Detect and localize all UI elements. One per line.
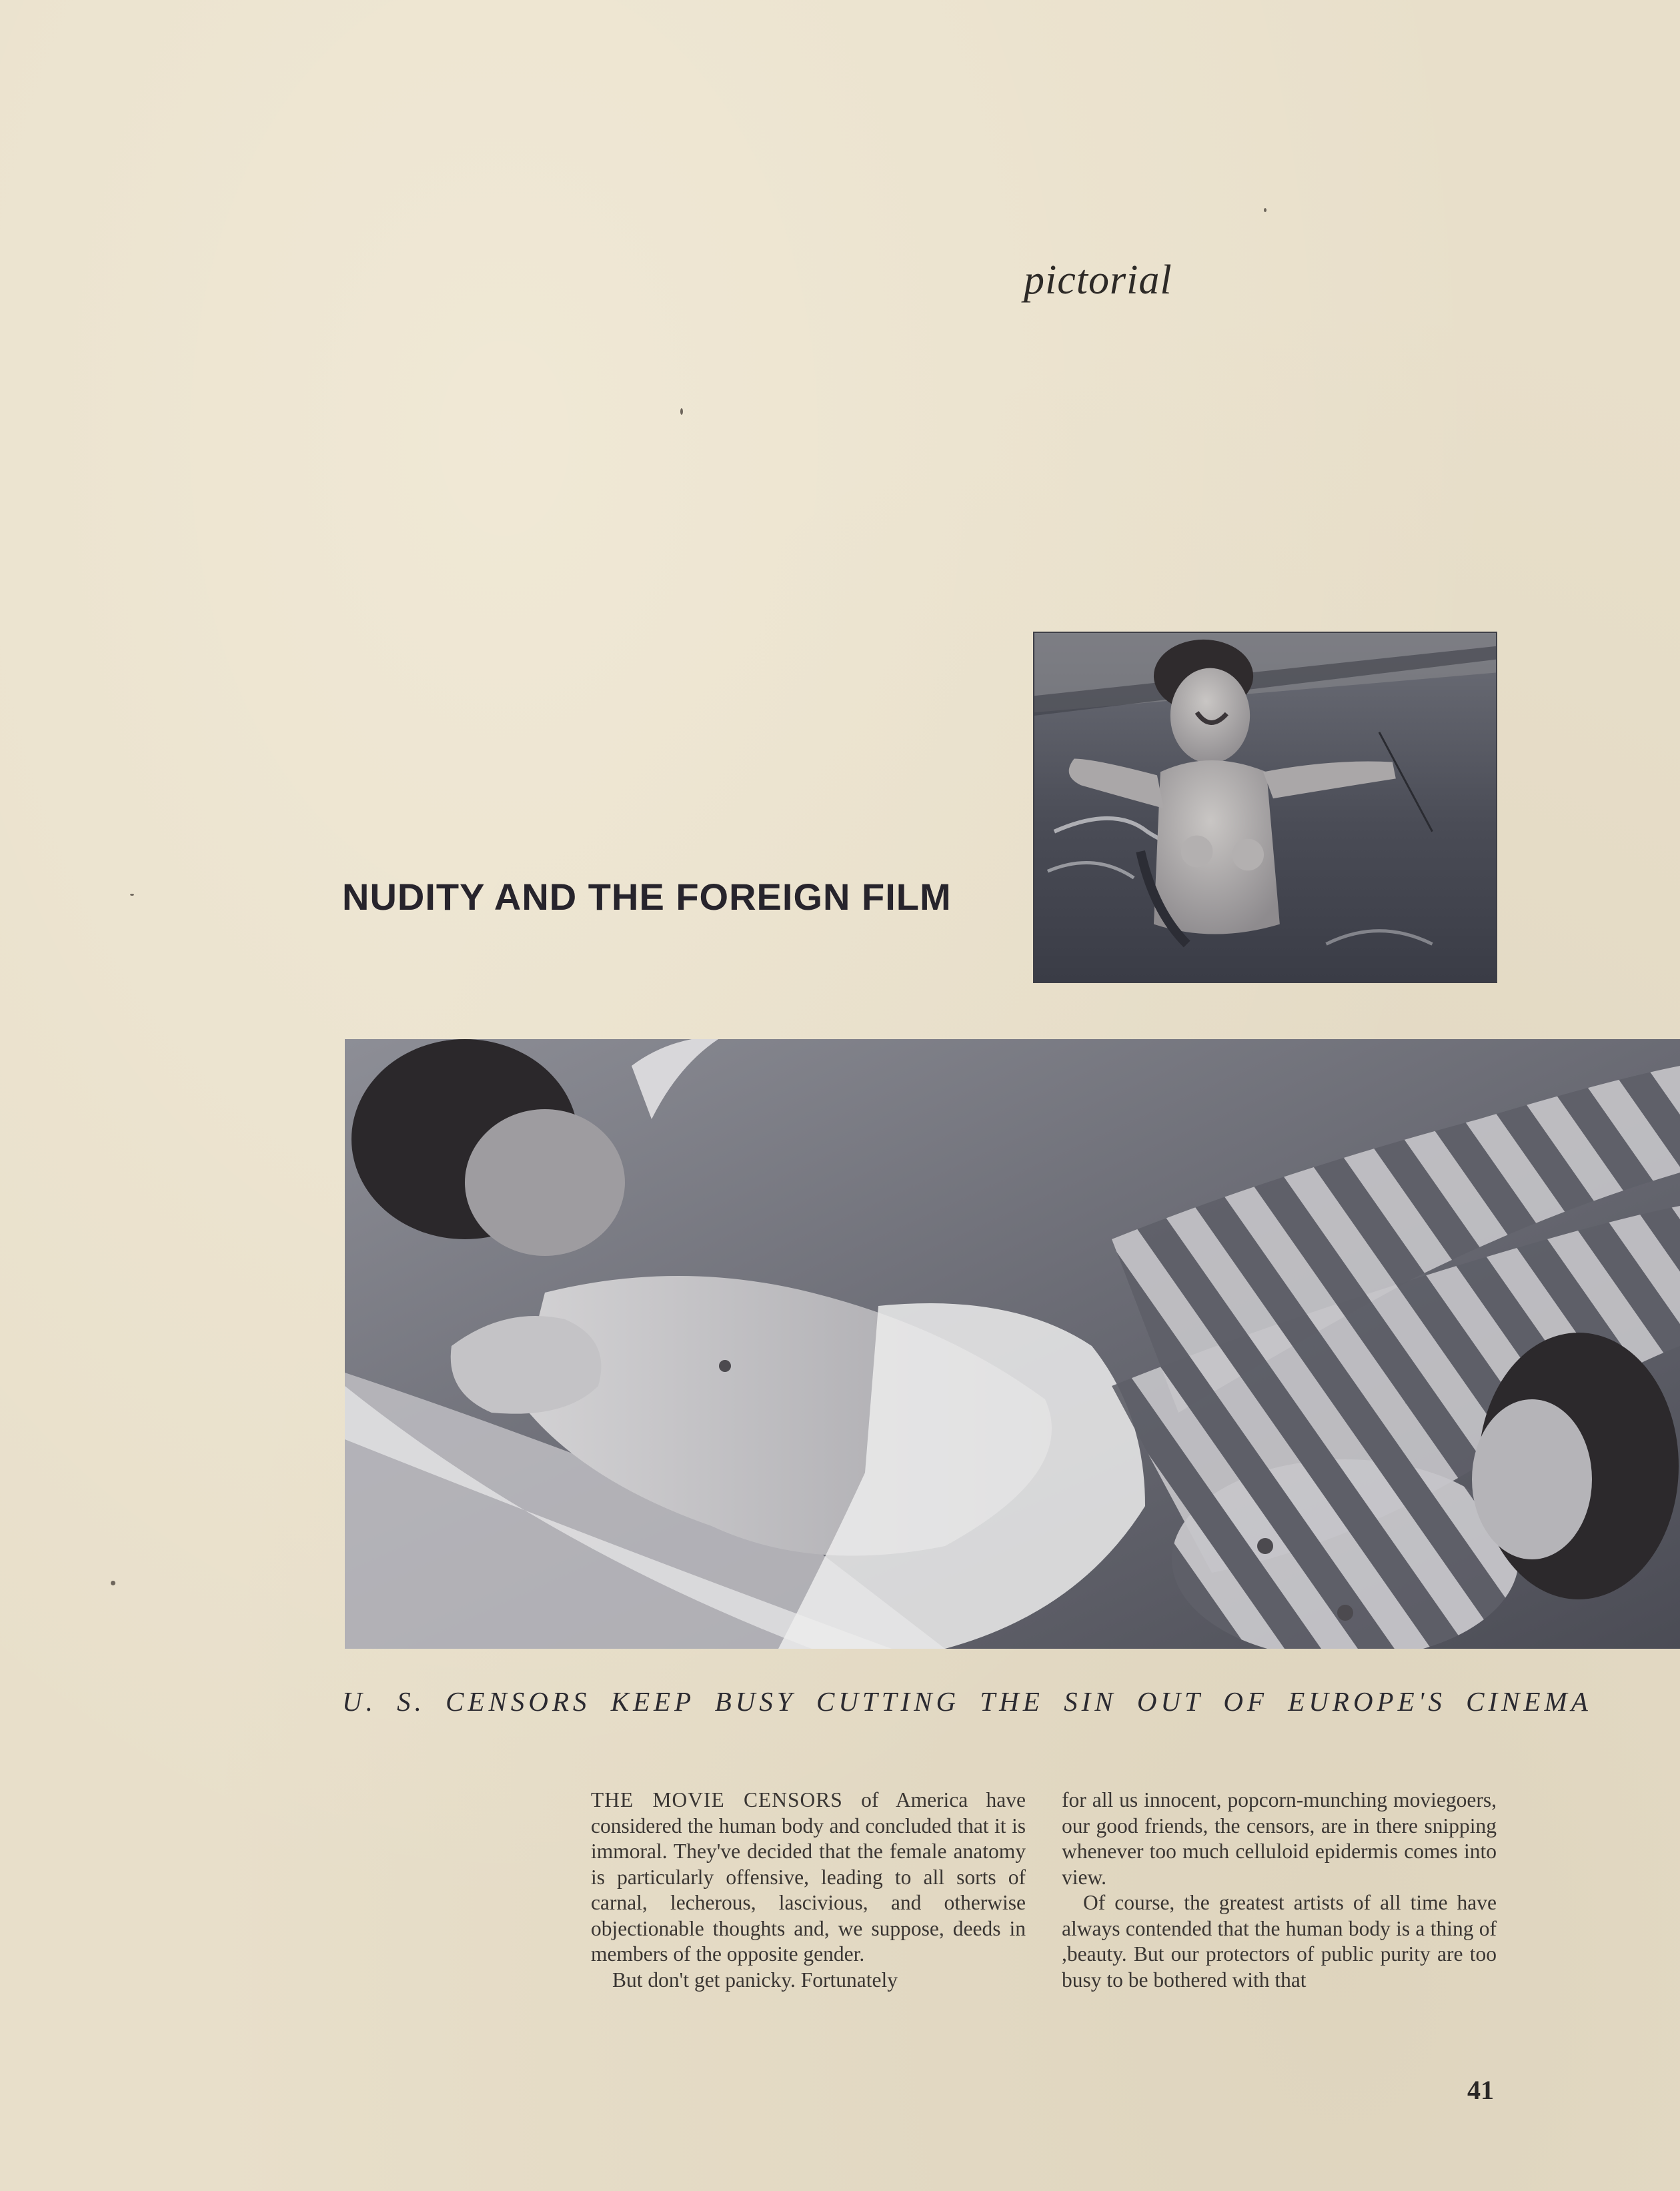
paper-speck: [111, 1581, 115, 1585]
body-column-right: [1062, 1787, 1497, 1993]
paper-speck: [680, 408, 683, 415]
photo-woman-in-water-image: [1034, 633, 1496, 982]
page-number: 41: [1467, 2075, 1494, 2105]
paragraph-2-start: But don't get panicky. Fortunately: [612, 1968, 898, 1992]
paragraph-3: Of course, the greatest artists of all time have always contended that the human body is a thing of ,beauty. But our protectors of public purity are too busy to be bothered with that: [1062, 1891, 1497, 1992]
body-column-left: [591, 1787, 1026, 1993]
article-headline: NUDITY AND THE FOREIGN FILM: [342, 876, 952, 918]
photo-two-women-reclining-image: [345, 1039, 1680, 1649]
paper-speck: [130, 894, 134, 896]
photo-woman-in-water: [1033, 632, 1497, 983]
paragraph-1: [591, 1787, 1026, 1968]
paragraph-1-text: of America have considered the human body and concluded that it is immoral. They've decided that the female anatomy is particularly offensive, leading to all sorts of carnal, lecherous, lascivious, and otherwise objectionable thoughts and, we suppose, deeds in members of the opposite gender.: [591, 1788, 1026, 1966]
photo-two-women-reclining: [345, 1039, 1680, 1649]
lead-in: THE MOVIE CENSORS: [591, 1788, 843, 1811]
section-label: pictorial: [1024, 257, 1172, 303]
paragraph-2-continued: for all us innocent, popcorn-munching moviegoers, our good friends, the censors, are in there snipping whenever too much celluloid epidermis comes into view.: [1062, 1788, 1497, 1889]
paper-speck: [1264, 208, 1267, 212]
article-subheadline: U. S. CENSORS KEEP BUSY CUTTING THE SIN OUT OF EUROPE'S CINEMA: [342, 1686, 1592, 1717]
